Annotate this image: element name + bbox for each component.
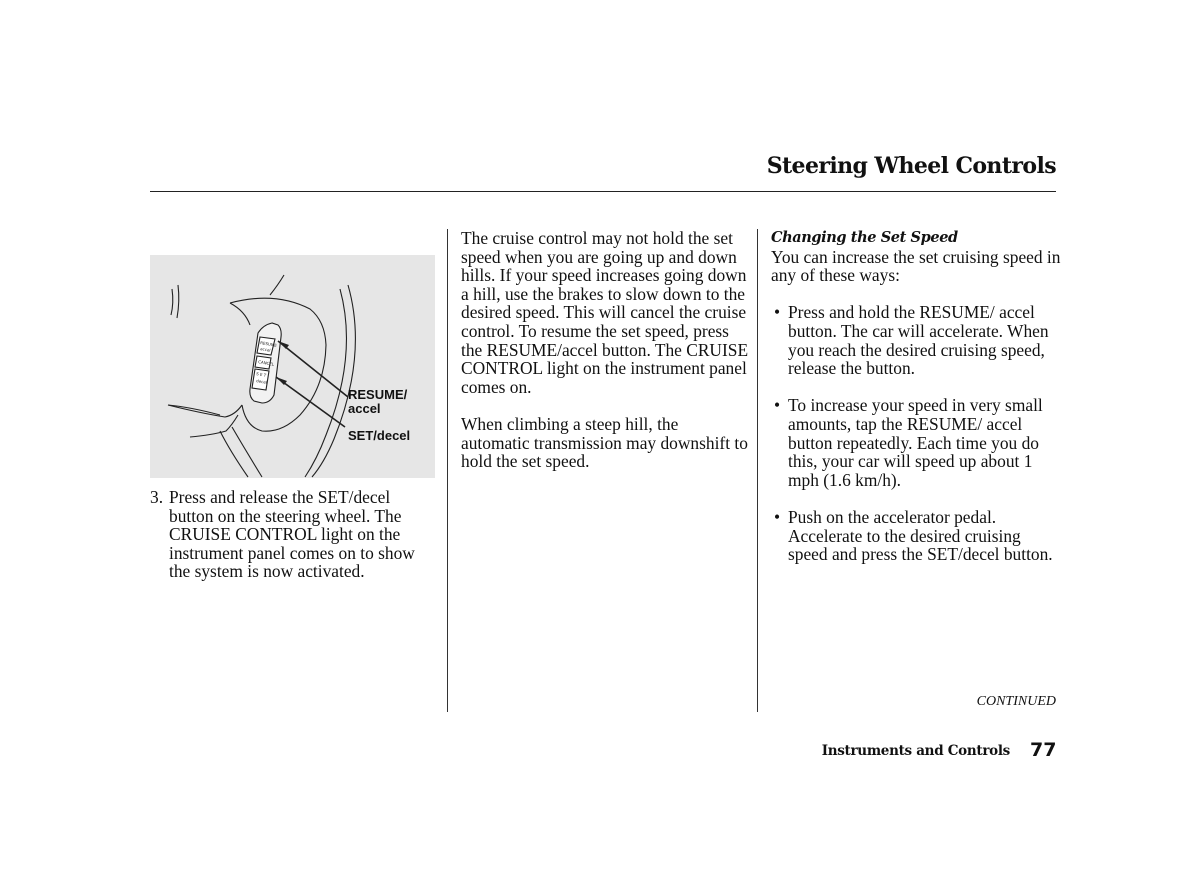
step-text: Press and release the SET/decel button on the steering wheel. The CRUISE CONTROL light on the instrument panel comes on to show the system is now activated. xyxy=(169,487,415,582)
title-rule xyxy=(150,191,1056,192)
bullet-icon: • xyxy=(774,506,781,527)
paragraph: When climbing a steep hill, the automatic transmission may downshift to hold the set speed. xyxy=(461,413,748,472)
list-item xyxy=(771,396,1061,489)
paragraph: The cruise control may not hold the set speed when you are going up and down hills. If your speed increases going down a hill, use the brakes to slow down to the desired speed. This will cancel the cruise control. To resume the set speed, press the RESUME/accel button. The CRUISE CONTROL light on the instrument panel comes on. xyxy=(461,228,749,397)
subheading: Changing the Set Speed xyxy=(771,229,958,246)
callout-resume xyxy=(348,388,407,416)
bullet-text: To increase your speed in very small amounts, tap the RESUME/ accel button repeatedly. Each time you do this, your car will speed up about 1 mph (1.6 km/h). xyxy=(788,395,1043,490)
switch-label-decel: decel xyxy=(255,378,268,385)
page-number: 77 xyxy=(1030,739,1057,761)
steering-wheel-drawing xyxy=(150,255,435,478)
callout-resume-line2: accel xyxy=(348,401,381,416)
callout-set: SET/decel xyxy=(348,428,411,443)
list-item xyxy=(771,508,1061,564)
steering-wheel-illustration xyxy=(150,255,435,478)
switch-label-resume: RESUME xyxy=(259,340,278,348)
bullet-text: Press and hold the RESUME/ accel button. The car will accelerate. When you reach the desired cruising speed, release the button. xyxy=(788,302,1049,379)
switch-label-accel: accel xyxy=(259,346,271,353)
step-number: 3. xyxy=(150,487,164,507)
switch-label-cancel: CANCEL xyxy=(257,359,275,367)
bullet-icon: • xyxy=(774,395,781,416)
continued-label: CONTINUED xyxy=(976,694,1056,709)
column-divider-1 xyxy=(447,229,448,712)
callout-resume-line1: RESUME/ xyxy=(348,387,408,402)
list-item xyxy=(771,303,1061,377)
page-title: Steering Wheel Controls xyxy=(766,153,1056,179)
section-label: Instruments and Controls xyxy=(821,743,1010,759)
bullet-text: Push on the accelerator pedal. Accelerate to the desired cruising speed and press the SET/decel button. xyxy=(788,506,1053,565)
column-divider-2 xyxy=(757,229,758,712)
switch-label-set: S E T xyxy=(255,371,267,378)
column-2 xyxy=(461,229,751,489)
column-3 xyxy=(771,229,1061,564)
bullet-icon: • xyxy=(774,302,781,323)
intro-text: You can increase the set cruising speed in any of these ways: xyxy=(771,246,1061,286)
